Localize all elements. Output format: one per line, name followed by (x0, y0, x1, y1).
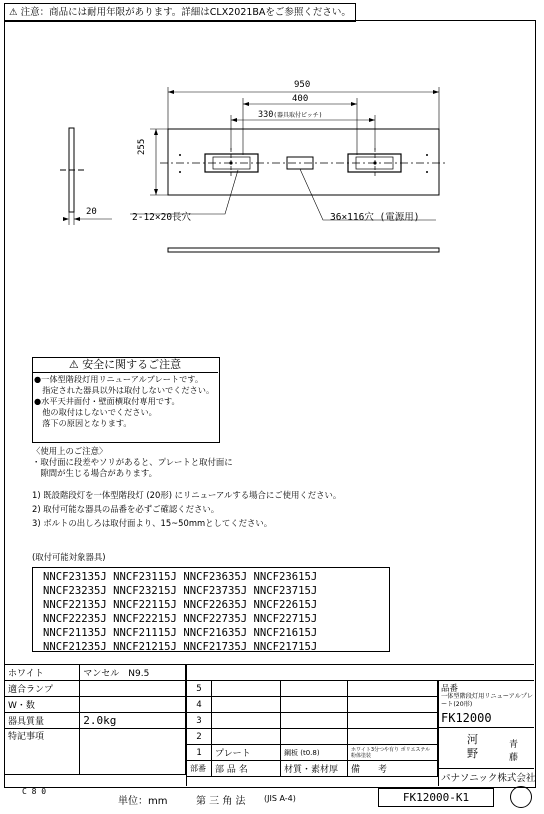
color-code: マンセル N9.5 (80, 665, 186, 681)
slot-label: 2-12×20長穴 (132, 212, 192, 223)
sign-no: 野 (467, 747, 478, 760)
list-item: NNCF21135J NNCF21115J NNCF21635J NNCF21615J (43, 627, 318, 639)
part-material: 鋼板 (t0.8) (281, 745, 348, 761)
list-item: NNCF22235J NNCF22215J NNCF22735J NNCF22715J (43, 613, 318, 625)
color-label: ホワイト (5, 665, 80, 681)
list-item: NNCF23235J NNCF23215J NNCF23735J NNCF23715J (43, 585, 318, 597)
footer-code: C 8 0 (22, 787, 47, 796)
dim-330: 330(器具取付ピッチ) (258, 110, 323, 120)
usage-title: 〈使用上のご注意〉 (32, 446, 108, 456)
hinban-label: 品番 (441, 684, 459, 694)
parts-top-spacer (186, 664, 534, 681)
safety-title: ⚠ 安全に関するご注意 (32, 357, 218, 373)
dim-400: 400 (292, 94, 309, 104)
watt-value (80, 697, 186, 713)
hdr-no: 部番 (187, 761, 212, 777)
product-block-border (438, 680, 439, 786)
mass-value: 2.0kg (80, 713, 186, 729)
spec-table (4, 664, 186, 775)
part-name: プレート (212, 745, 281, 761)
hdr-material: 材質・素材厚 (281, 761, 348, 777)
dim-950: 950 (294, 80, 311, 90)
dim-255: 255 (137, 138, 147, 155)
safety-line: ●一体型階段灯用リニューアルプレートです。 (34, 374, 204, 384)
standard-label: (JIS A-4) (264, 794, 296, 803)
dim-20: 20 (86, 207, 97, 217)
row-num: 4 (187, 697, 212, 713)
warning-icon: ⚠ (68, 358, 79, 371)
sign-kawa: 河 (467, 733, 478, 746)
instruction-1: 1) 既設階段灯を一体型階段灯 (20形) にリニューアルする場合にご使用ください。 (32, 490, 342, 500)
product-name: 一体型階段灯用リニューアルプレート(20形) (441, 693, 533, 708)
hdr-note: 備 考 (348, 761, 438, 777)
lamp-label: 適合ランプ (5, 681, 80, 697)
warning-icon: ⚠ (9, 7, 18, 18)
unit-label: 単位：mm (118, 796, 168, 807)
instruction-2: 2) 取付可能な器具の品番を必ずご確認ください。 (32, 504, 220, 514)
caution-text: 注意：商品には耐用年限があります。詳細はCLX2021BAをご参照ください。 (20, 7, 351, 18)
company-divider (438, 768, 534, 769)
model-divider (438, 727, 534, 728)
row-num: 1 (187, 745, 212, 761)
row-num: 3 (187, 713, 212, 729)
hdr-name: 部 品 名 (212, 761, 281, 777)
plate-top-view (168, 129, 439, 195)
remarks-value (80, 729, 186, 775)
circle-mark-icon (510, 786, 532, 808)
row-num: 2 (187, 729, 212, 745)
sign-ao: 青 (509, 740, 519, 750)
list-item: NNCF21235J NNCF21215J NNCF21735J NNCF21715J (43, 641, 318, 653)
drawing-number: FK12000-K1 (378, 788, 494, 807)
model-number: FK12000 (441, 711, 492, 725)
safety-line: 落下の原因となります。 (34, 418, 132, 428)
safety-line: ●水平天井面付・壁面横取付専用です。 (34, 396, 180, 406)
watt-label: W・数 (5, 697, 80, 713)
parts-left-border (186, 664, 187, 786)
compatible-title: (取付可能対象器具) (32, 552, 106, 562)
list-item: NNCF23135J NNCF23115J NNCF23635J NNCF23615J (43, 571, 318, 583)
safety-line: 他の取付はしないでください。 (34, 407, 157, 417)
hole-label: 36×116穴 (電源用) (330, 212, 420, 223)
row-num: 5 (187, 681, 212, 697)
company-name: パナソニック株式会社 (441, 773, 536, 784)
list-item: NNCF22135J NNCF22115J NNCF22635J NNCF22615J (43, 599, 318, 611)
instruction-3: 3) ボルトの出しろは取付面より、15~50mmとしてください。 (32, 518, 273, 528)
parts-table (186, 680, 438, 777)
remarks-label: 特記事項 (5, 729, 80, 775)
compatible-list (32, 567, 390, 652)
safety-line: 指定された器具以外は取付しないでください。 (34, 385, 215, 395)
usage-line: 隙間が生じる場合があります。 (32, 468, 157, 478)
sign-fuji: 藤 (509, 753, 519, 763)
part-note: ホワイト3分つや有り ポリエステル粉体塗装 (348, 745, 438, 761)
projection-label: 第 三 角 法 (196, 796, 246, 807)
lamp-value (80, 681, 186, 697)
usage-line: ・取付面に段差やソリがあると、プレートと取付面に (32, 457, 233, 467)
mass-label: 器具質量 (5, 713, 80, 729)
